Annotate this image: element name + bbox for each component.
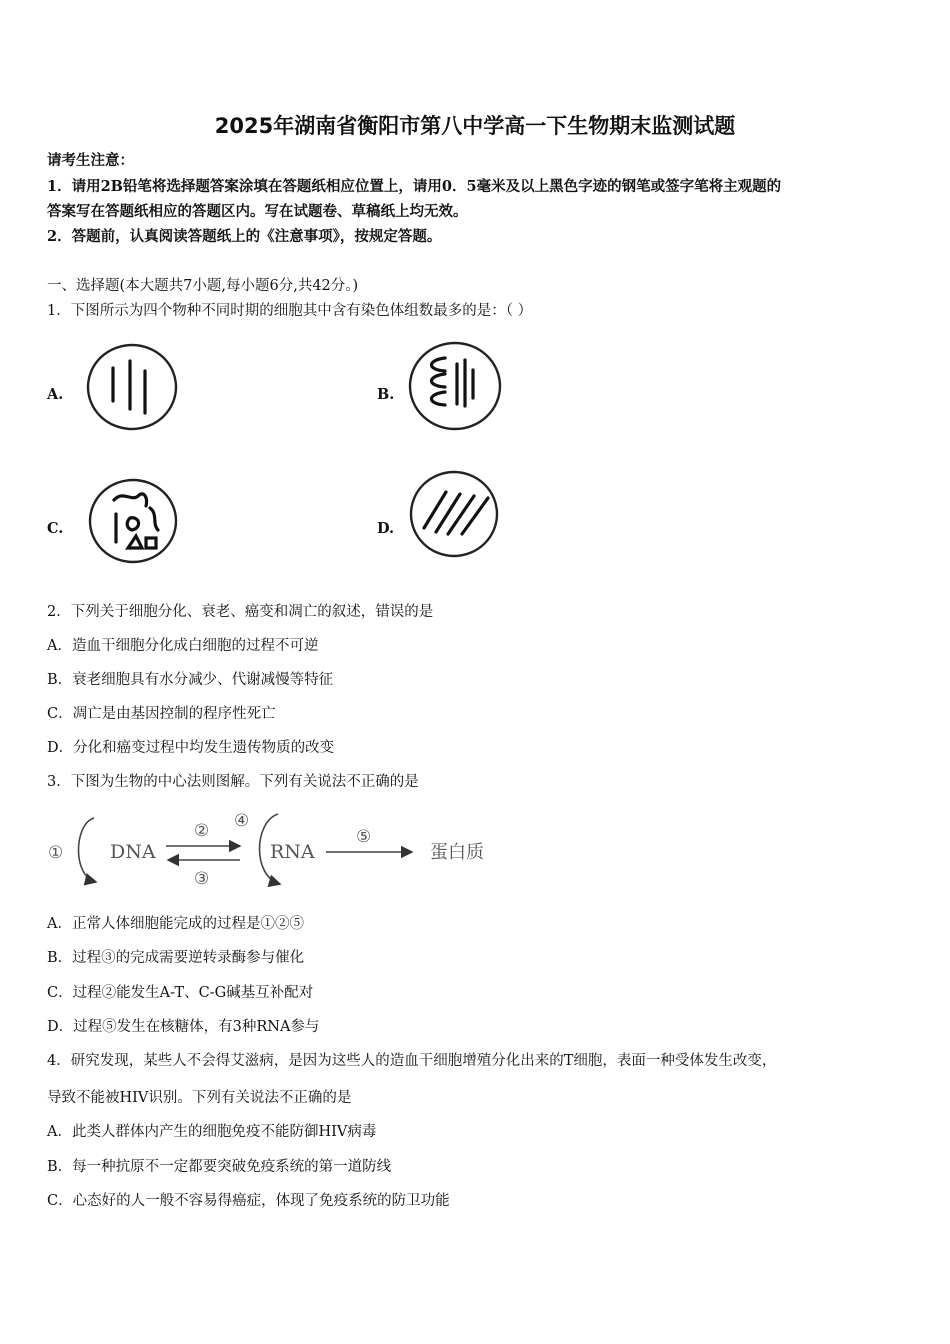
q1-label-a: A. (47, 386, 64, 403)
notice-item-1: 1．请用2B铅笔将选择题答案涂填在答题纸相应位置上，请用0．5毫米及以上黑色字迹的钢笔或签字笔将主观题的 (47, 178, 782, 195)
q4-stem-line2: 导致不能被HIV识别。下列有关说法不正确的是 (47, 1090, 352, 1106)
q1-label-d: D. (377, 520, 395, 537)
central-dogma-diagram (44, 808, 504, 892)
q4-option-b: B．每一种抗原不一定都要突破免疫系统的第一道防线 (47, 1159, 392, 1175)
q3-option-b: B．过程③的完成需要逆转录酶参与催化 (47, 950, 305, 966)
notice-item-2: 2．答题前，认真阅读答题纸上的《注意事项》，按规定答题。 (47, 228, 442, 245)
node-5-label: ⑤ (356, 827, 372, 847)
cell-c-figure (88, 478, 184, 566)
q2-option-a: A．造血干细胞分化成白细胞的过程不可逆 (47, 638, 319, 654)
q2-option-b: B．衰老细胞具有水分减少、代谢减慢等特征 (47, 672, 334, 688)
node-4-label: ④ (234, 811, 250, 831)
q3-option-a: A．正常人体细胞能完成的过程是①②⑤ (47, 916, 304, 932)
node-3-label: ③ (194, 869, 210, 889)
q2-option-d: D．分化和癌变过程中均发生遗传物质的改变 (47, 740, 335, 756)
q4-stem-line1: 4．研究发现，某些人不会得艾滋病，是因为这些人的造血干细胞增殖分化出来的T细胞，表面一种受体发生改变， (47, 1053, 777, 1069)
cell-b-figure (407, 340, 503, 432)
page-title: 2025年湖南省衡阳市第八中学高一下生物期末监测试题 (214, 114, 736, 138)
q3-option-c: C．过程②能发生A-T、C-G碱基互补配对 (47, 985, 314, 1001)
dna-label: DNA (110, 841, 156, 863)
notice-heading: 请考生注意： (47, 152, 134, 169)
q2-stem: 2．下列关于细胞分化、衰老、癌变和凋亡的叙述，错误的是 (47, 604, 434, 620)
q3-option-d: D．过程⑤发生在核糖体，有3种RNA参与 (47, 1019, 320, 1035)
cell-d-figure (408, 470, 500, 558)
node-1-label: ① (48, 843, 64, 863)
notice-item-1-cont: 答案写在答题纸相应的答题区内。写在试题卷、草稿纸上均无效。 (47, 203, 468, 220)
section-heading: 一、选择题(本大题共7小题,每小题6分,共42分。) (47, 278, 359, 294)
protein-label: 蛋白质 (430, 842, 484, 863)
q1-stem: 1．下图所示为四个物种不同时期的细胞其中含有染色体组数最多的是：（ ） (47, 303, 533, 319)
q1-label-c: C. (47, 520, 64, 537)
q4-option-c: C．心态好的人一般不容易得癌症，体现了免疫系统的防卫功能 (47, 1193, 450, 1209)
node-2-label: ② (194, 821, 210, 841)
q3-stem: 3．下图为生物的中心法则图解。下列有关说法不正确的是 (47, 774, 419, 790)
rna-label: RNA (270, 841, 315, 863)
q4-option-a: A．此类人群体内产生的细胞免疫不能防御HIV病毒 (47, 1124, 377, 1140)
cell-a-figure (85, 343, 181, 431)
q2-option-c: C．凋亡是由基因控制的程序性死亡 (47, 706, 276, 722)
q1-label-b: B. (377, 386, 395, 403)
